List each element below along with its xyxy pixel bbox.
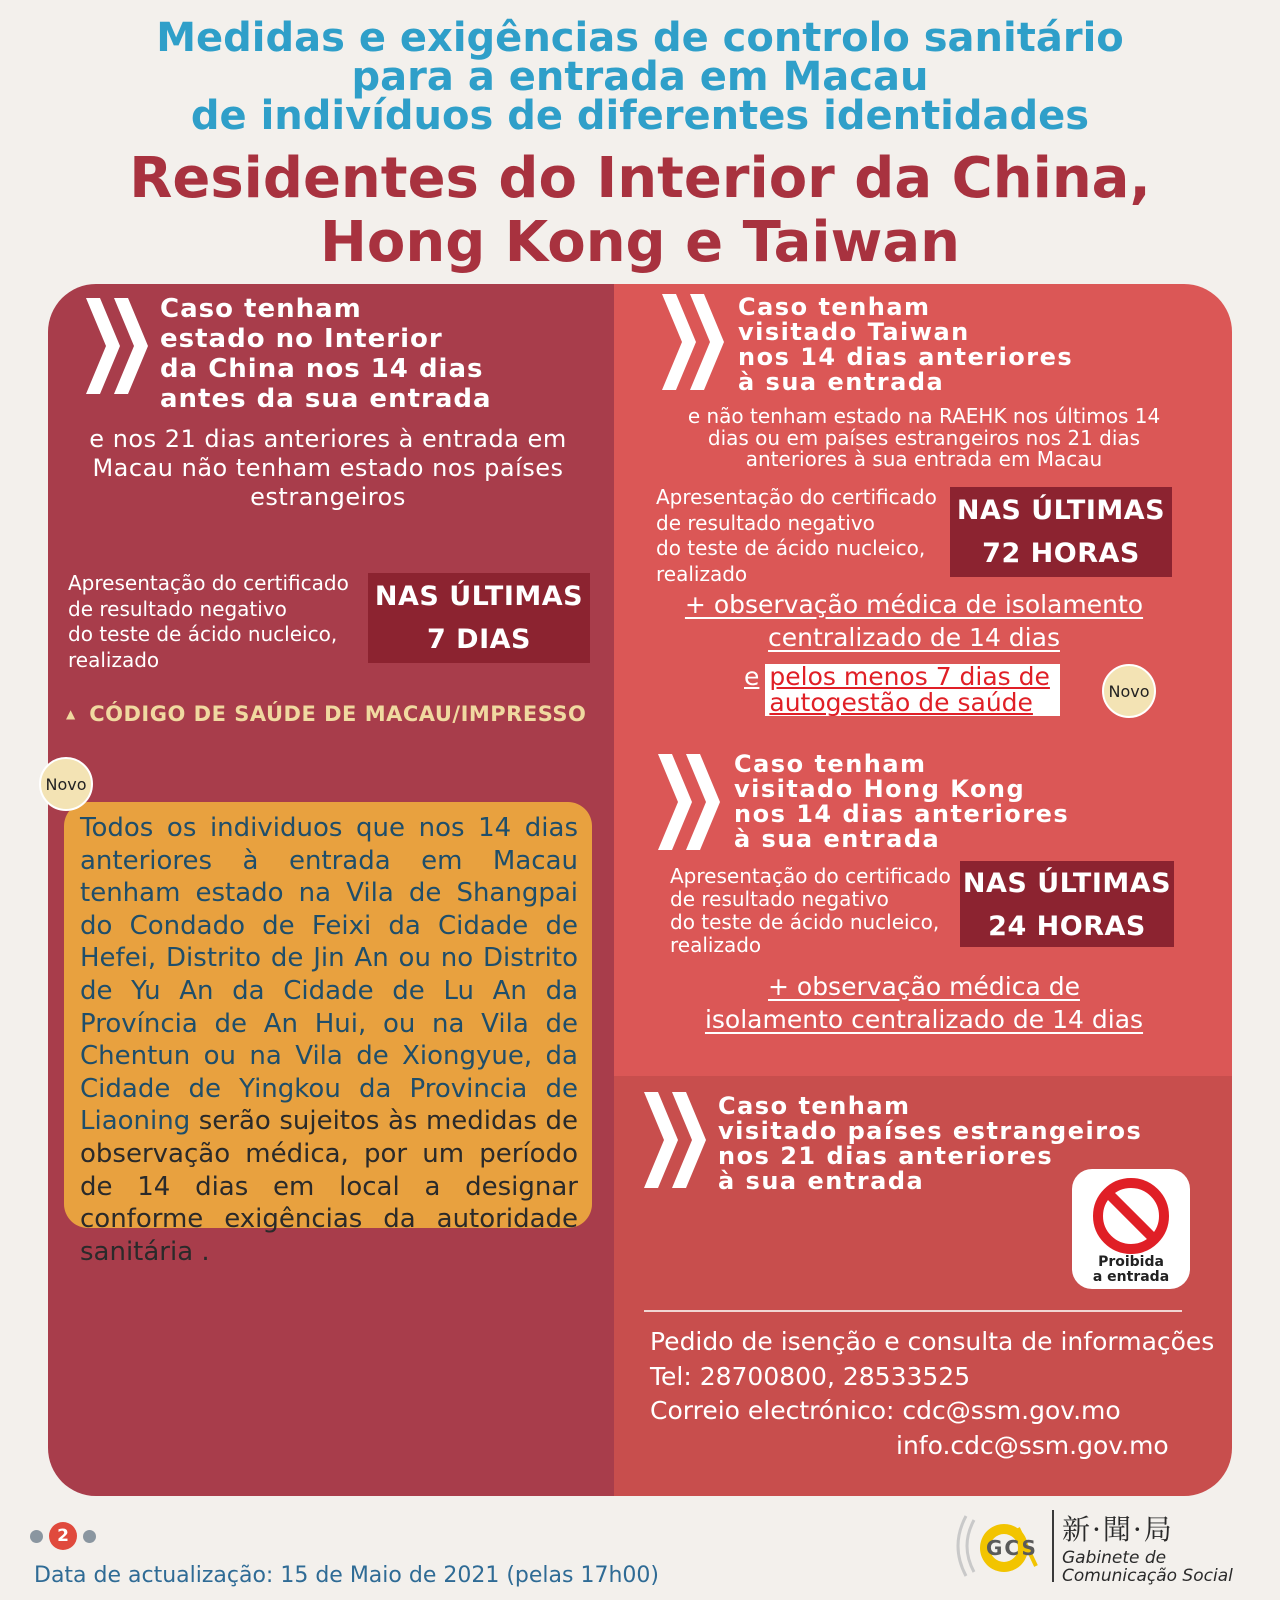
foreign-title: Caso tenham visitado países estrangeiros nos 21 dias anteriores à sua entrada [718,1092,1143,1195]
badge-7-days: NAS ÚLTIMAS 7 DIAS [368,573,590,663]
header-line-1: Medidas e exigências de controlo sanitário [156,15,1124,61]
title-line-1: Residentes do Interior da China, [129,146,1151,211]
novo-badge: Novo [39,757,93,811]
notice-box: Todos os individuos que nos 14 dias anteriores à entrada em Macau tenham estado na Vila de Shangpai do Condado de Feixi da Cidade de Hefei, Distrito de Jin An ou no Distrito de Yu An da Cidade de Lu An da Província de An Hui, ou na Vila de Chentun ou na Vila de Xiongyue, da Cidade de Yingkou da Provincia de Liaoning serão sujeitos às medidas de observação médica, por um período de 14 dias em local a designar conforme exigências da autoridade sanitária . [64,802,592,1228]
main-card [48,284,1232,1496]
taiwan-hongkong-panel [614,284,1232,1076]
contact-heading: Pedido de isenção e consulta de informações [650,1327,1215,1356]
badge-24-hours: NAS ÚLTIMAS 24 HORAS [960,861,1174,947]
novo-badge: Novo [1102,664,1156,718]
foreign-panel [614,1076,1232,1496]
health-code-line: ▲ CÓDIGO DE SAÚDE DE MACAU/IMPRESSO [66,702,587,726]
logo-line-2: Comunicação Social [1062,1566,1233,1586]
update-date: Data de actualização: 15 de Maio de 2021 (pelas 17h00) [34,1563,659,1588]
chevron-icon [644,1092,708,1188]
mainland-panel [48,284,614,1496]
gcs-logo [944,1506,1264,1586]
mainland-title: Caso tenham estado no Interior da China nos 14 dias antes da sua entrada [160,294,492,414]
taiwan-condition: e não tenham estado na RAEHK nos últimos 14 dias ou em países estrangeiros nos 21 dias anteriores à sua entrada em Macau [687,404,1161,471]
triangle-icon: ▲ [66,707,76,721]
logo-line-1: Gabinete de [1062,1548,1167,1568]
title-line-2: Hong Kong e Taiwan [320,210,960,275]
header-line-2: para a entrada em Macau [351,54,929,100]
mainland-condition: e nos 21 dias anteriores à entrada em Macau não tenham estado nos países estrangeiros [89,425,567,511]
chevron-icon [658,754,722,850]
divider [644,1310,1182,1312]
mainland-cert-text: Apresentação do certificado de resultado negativo do teste de ácido nucleico, realizado [68,571,349,672]
prohibited-entry-sign [1072,1169,1190,1289]
chevron-icon [662,294,726,390]
taiwan-cert-text: Apresentação do certificado de resultado negativo do teste de ácido nucleico, realizado [656,485,937,586]
taiwan-self-management: e pelos menos 7 dias de autogestão de saúde [744,664,1060,716]
no-entry-icon [1092,1177,1170,1255]
hongkong-title: Caso tenham visitado Hong Kong nos 14 dias anteriores à sua entrada [734,750,1070,853]
hongkong-cert-text: Apresentação do certificado de resultado negativo do teste de ácido nucleico, realizado [670,864,951,957]
page-indicator [30,1522,96,1550]
current-page[interactable]: 2 [49,1522,77,1550]
page-dot[interactable] [30,1530,43,1543]
chevron-icon [86,298,150,394]
logo-divider [1052,1510,1054,1582]
hongkong-observation: + observação médica de isolamento centralizado de 14 dias [704,972,1144,1034]
contact-email-2[interactable]: info.cdc@ssm.gov.mo [896,1430,1169,1460]
page-dot[interactable] [83,1530,96,1543]
logo-chinese: 新·聞·局 [1062,1513,1174,1546]
taiwan-observation: + observação médica de isolamento centralizado de 14 dias [684,590,1144,652]
contact-phone: Tel: 28700800, 28533525 [650,1361,971,1391]
contact-email-1[interactable]: Correio electrónico: cdc@ssm.gov.mo [650,1396,1121,1425]
contact-info [650,1325,1214,1463]
gcs-logo-letters: GCS [986,1536,1038,1560]
taiwan-title: Caso tenham visitado Taiwan nos 14 dias anteriores à sua entrada [738,293,1074,396]
header-line-3: de indivíduos de diferentes identidades [190,93,1090,139]
badge-72-hours: NAS ÚLTIMAS 72 HORAS [950,487,1172,577]
prohibited-label: Proibida a entrada [1092,1254,1170,1285]
